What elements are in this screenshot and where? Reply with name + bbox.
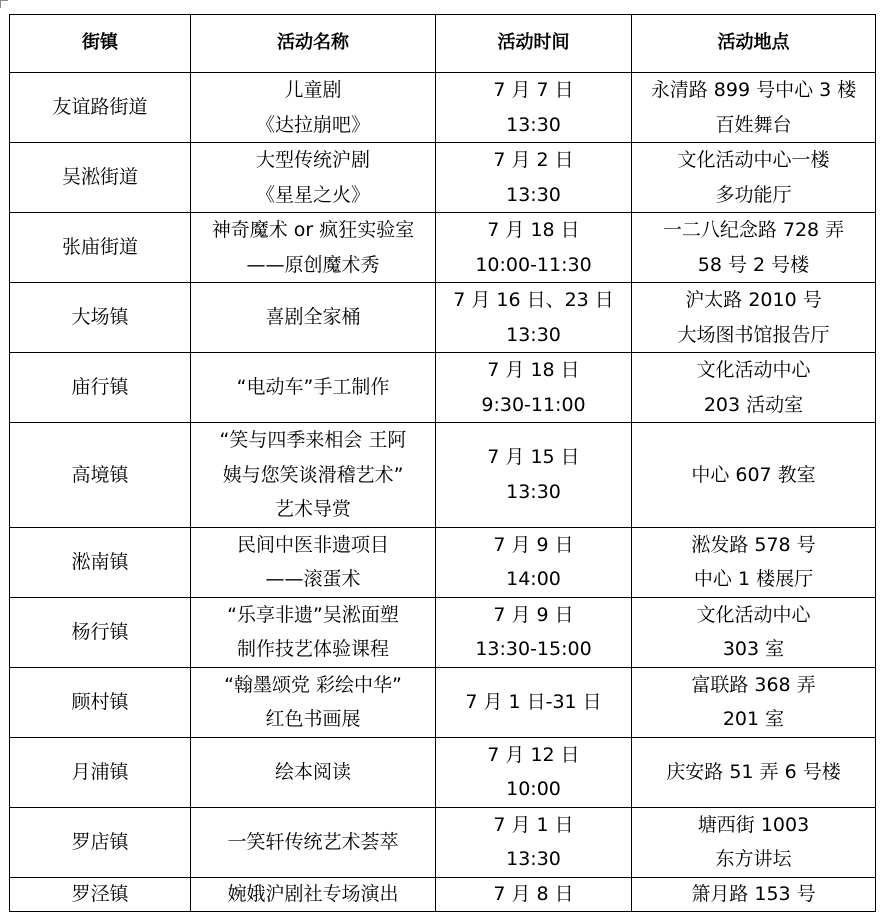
cell-activity-name-line: 喜剧全家桶 [265, 306, 361, 329]
cell-activity-name [191, 667, 436, 737]
cell-activity-time-line: 7 月 12 日 [487, 743, 580, 766]
cell-activity-place-line: 文化活动中心 [696, 359, 811, 381]
cell-activity-time [436, 807, 632, 877]
cell-activity-name [191, 143, 436, 213]
cell-activity-time-line: 7 月 8 日 [493, 883, 574, 905]
cell-activity-place-line: 一二八纪念路 728 弄 [662, 219, 845, 241]
cell-activity-time [436, 283, 632, 353]
header-activity-name: 活动名称 [191, 15, 436, 73]
cell-town: 顾村镇 [10, 667, 191, 737]
cell-activity-place-line: 文化活动中心一楼 [677, 149, 830, 171]
cell-activity-time [436, 73, 632, 143]
cell-activity-name-line: 《达拉崩吧》 [255, 113, 370, 136]
cell-activity-place [632, 737, 876, 807]
cell-activity-time-line: 7 月 7 日 [493, 79, 574, 101]
cell-activity-name-line: 艺术导赏 [274, 498, 351, 520]
cell-activity-place-line: 百姓舞台 [715, 113, 792, 136]
cell-activity-time [436, 527, 632, 597]
cell-activity-time-line: 7 月 9 日 [493, 603, 574, 626]
cell-town: 吴淞街道 [10, 143, 191, 213]
cell-activity-time [436, 423, 632, 528]
cell-activity-place [632, 283, 876, 353]
cell-activity-time-line: 7 月 9 日 [493, 533, 574, 556]
cell-activity-place [632, 73, 876, 143]
cell-activity-name-line: 绘本阅读 [274, 760, 351, 783]
cell-activity-time-line: 14:00 [506, 568, 561, 590]
cell-activity-place-line: 沪太路 2010 号 [685, 289, 822, 311]
cell-town: 罗店镇 [10, 807, 191, 877]
cell-activity-name-line: 民间中医非遗项目 [236, 533, 389, 556]
cell-activity-time-line: 7 月 16 日、23 日 [453, 289, 614, 311]
table-row [10, 527, 876, 597]
cell-activity-time [436, 143, 632, 213]
cell-activity-time-line: 7 月 1 日-31 日 [465, 690, 602, 713]
cell-activity-name-line: 制作技艺体验课程 [236, 638, 389, 660]
corner-mark [0, 0, 8, 8]
cell-activity-place [632, 877, 876, 911]
cell-activity-place [632, 667, 876, 737]
cell-activity-name-line: ——原创魔术秀 [246, 253, 380, 276]
cell-town: 张庙街道 [10, 213, 191, 283]
cell-activity-name-line: 儿童剧 [284, 79, 342, 101]
cell-activity-name-line: “笑与四季来相会 王阿 [219, 429, 407, 451]
cell-activity-time-line: 10:00-11:30 [475, 253, 592, 276]
cell-activity-place-line: 箫月路 153 号 [691, 883, 816, 905]
cell-activity-time-line: 7 月 2 日 [493, 149, 574, 171]
cell-town: 庙行镇 [10, 353, 191, 423]
table-row [10, 283, 876, 353]
cell-activity-time [436, 353, 632, 423]
cell-activity-time-line: 13:30 [506, 113, 561, 136]
cell-activity-place-line: 203 活动室 [703, 393, 804, 416]
table-row [10, 353, 876, 423]
cell-activity-time-line: 13:30 [506, 183, 561, 206]
cell-town: 月浦镇 [10, 737, 191, 807]
cell-activity-name-line: 一笑轩传统艺术荟萃 [227, 830, 399, 853]
cell-activity-name [191, 807, 436, 877]
header-activity-time: 活动时间 [436, 15, 632, 73]
cell-activity-time-line: 13:30 [506, 480, 561, 503]
cell-activity-place-line: 庆安路 51 弄 6 号楼 [666, 760, 841, 783]
cell-activity-time-line: 13:30 [506, 848, 561, 870]
table-row [10, 597, 876, 667]
cell-town: 友谊路街道 [10, 73, 191, 143]
cell-activity-place [632, 597, 876, 667]
cell-activity-name-line: 神奇魔术 or 疯狂实验室 [211, 219, 415, 241]
cell-activity-place-line: 永清路 899 号中心 3 楼 [650, 79, 857, 101]
cell-activity-time [436, 667, 632, 737]
cell-activity-time-line: 10:00 [506, 778, 561, 800]
cell-activity-name [191, 213, 436, 283]
cell-activity-name [191, 527, 436, 597]
cell-activity-time-line: 13:30-15:00 [475, 638, 592, 660]
table-row [10, 877, 876, 911]
cell-activity-time-line: 7 月 18 日 [487, 219, 580, 241]
table-body [10, 73, 876, 912]
cell-activity-place [632, 423, 876, 528]
cell-activity-place-line: 303 室 [722, 638, 785, 660]
cell-activity-time-line: 13:30 [506, 323, 561, 346]
header-activity-place: 活动地点 [632, 15, 876, 73]
cell-town: 淞南镇 [10, 527, 191, 597]
cell-activity-name [191, 737, 436, 807]
cell-activity-place-line: 富联路 368 弄 [691, 673, 816, 696]
cell-activity-place-line: 塘西街 1003 [697, 813, 810, 836]
cell-activity-place-line: 58 号 2 号楼 [697, 253, 810, 276]
cell-activity-name [191, 353, 436, 423]
cell-activity-place [632, 807, 876, 877]
cell-activity-name [191, 597, 436, 667]
cell-activity-name-line: “乐享非遗”吴淞面塑 [227, 603, 399, 626]
cell-activity-name-line: 婉娥沪剧社专场演出 [227, 883, 399, 905]
cell-activity-place-line: 大场图书馆报告厅 [677, 323, 830, 346]
cell-activity-time [436, 213, 632, 283]
header-row [10, 15, 876, 73]
cell-activity-place-line: 多功能厅 [715, 183, 792, 206]
header-town: 街镇 [10, 15, 191, 73]
cell-activity-name-line: 大型传统沪剧 [255, 149, 370, 171]
cell-activity-place-line: 文化活动中心 [696, 603, 811, 626]
cell-activity-time-line: 7 月 15 日 [487, 446, 580, 469]
cell-activity-name-line: 《星星之火》 [255, 183, 370, 206]
cell-activity-place-line: 东方讲坛 [715, 848, 792, 870]
cell-activity-time-line: 7 月 18 日 [487, 359, 580, 381]
cell-activity-name-line: “电动车”手工制作 [236, 376, 390, 399]
cell-activity-time-line: 9:30-11:00 [481, 393, 586, 416]
table-row [10, 667, 876, 737]
cell-activity-time [436, 877, 632, 911]
cell-activity-name-line: “翰墨颂党 彩绘中华” [224, 673, 402, 696]
cell-activity-place-line: 中心 607 教室 [691, 463, 816, 486]
cell-activity-name [191, 877, 436, 911]
cell-activity-place [632, 527, 876, 597]
table-row [10, 423, 876, 528]
table-row [10, 143, 876, 213]
cell-activity-name [191, 423, 436, 528]
cell-activity-name-line: 红色书画展 [265, 708, 361, 730]
table-row [10, 213, 876, 283]
cell-activity-name [191, 73, 436, 143]
activity-table [9, 14, 876, 912]
cell-activity-name [191, 283, 436, 353]
cell-activity-time [436, 597, 632, 667]
cell-activity-time [436, 737, 632, 807]
table-row [10, 807, 876, 877]
cell-town: 杨行镇 [10, 597, 191, 667]
cell-town: 大场镇 [10, 283, 191, 353]
table-row [10, 737, 876, 807]
cell-activity-place [632, 213, 876, 283]
cell-activity-name-line: 姨与您笑谈滑稽艺术” [222, 463, 404, 486]
cell-activity-place-line: 中心 1 楼展厅 [693, 568, 814, 590]
cell-activity-name-line: ——滚蛋术 [265, 568, 361, 590]
cell-town: 罗泾镇 [10, 877, 191, 911]
table-row [10, 73, 876, 143]
cell-activity-place [632, 353, 876, 423]
cell-activity-place-line: 201 室 [722, 708, 785, 730]
cell-activity-place [632, 143, 876, 213]
cell-activity-place-line: 淞发路 578 号 [691, 533, 816, 556]
cell-activity-time-line: 7 月 1 日 [493, 813, 574, 836]
cell-town: 高境镇 [10, 423, 191, 528]
